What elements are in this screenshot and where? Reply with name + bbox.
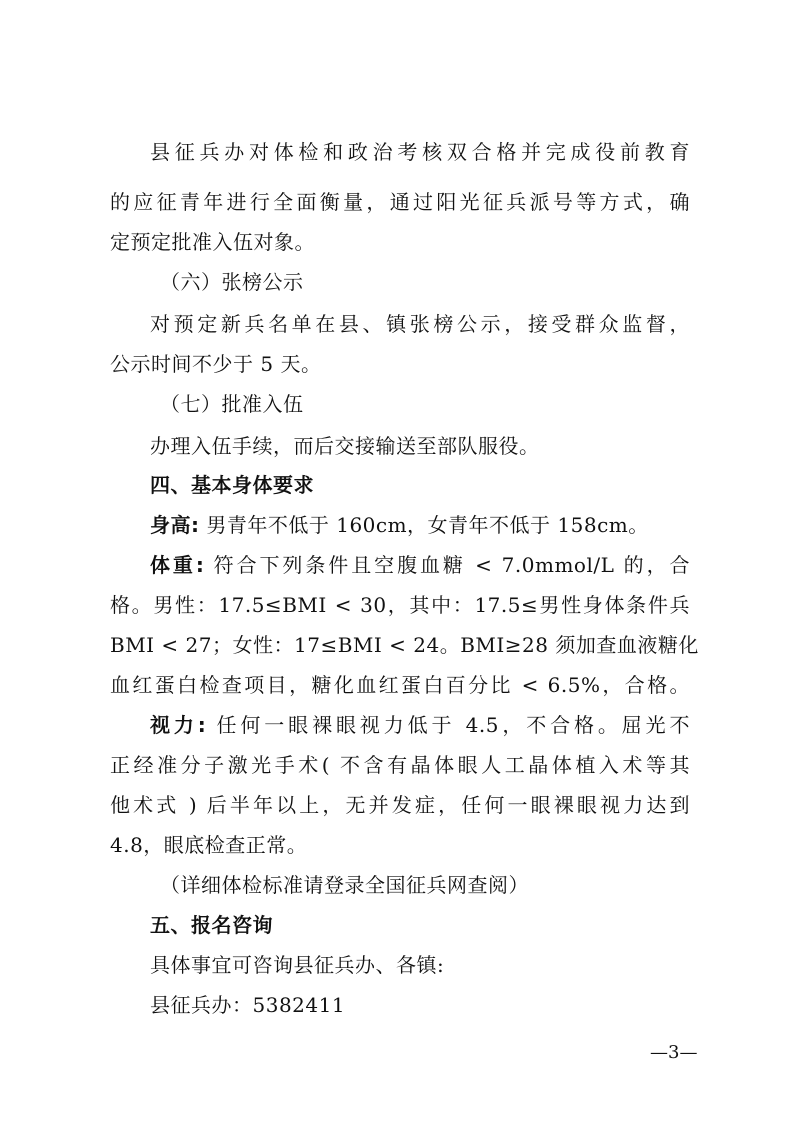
paragraph-line: 对预定新兵名单在县、镇张榜公示，接受群众监督， — [150, 312, 690, 336]
page-number: —3— — [650, 1042, 698, 1063]
height-text: 男青年不低于 160cm，女青年不低于 158cm。 — [206, 513, 649, 537]
height-requirement — [150, 510, 690, 540]
vision-text: 任何一眼裸眼视力低于 4.5，不合格。屈光不 — [216, 713, 691, 737]
paragraph-line: 正经准分子激光手术( 不含有晶体眼人工晶体植入术等其 — [110, 753, 690, 777]
weight-text: 符合下列条件且空腹血糖 < 7.0mmol/L 的，合 — [213, 553, 691, 577]
vision-requirement — [150, 710, 690, 740]
paragraph-line: 办理入伍手续，而后交接输送至部队服役。 — [150, 434, 540, 458]
contact-phone: 县征兵办：5382411 — [150, 993, 346, 1017]
paragraph-line: 4.8，眼底检查正常。 — [110, 833, 308, 857]
section-heading: 四、基本身体要求 — [150, 473, 314, 497]
paragraph-line: 的应征青年进行全面衡量，通过阳光征兵派号等方式，确 — [110, 190, 690, 214]
height-label: 身高: — [150, 513, 200, 537]
section-heading: 五、报名咨询 — [150, 913, 273, 937]
paragraph-line: 具体事宜可咨询县征兵办、各镇: — [150, 953, 445, 977]
weight-requirement — [150, 550, 690, 580]
paragraph-line: 血红蛋白检查项目，糖化血红蛋白百分比 < 6.5%，合格。 — [110, 673, 690, 697]
paragraph-line: BMI < 27；女性：17≤BMI < 24。BMI≥28 须加查血液糖化 — [110, 633, 699, 657]
subheading: （七）批准入伍 — [160, 392, 304, 416]
paragraph-line: 县征兵办对体检和政治考核双合格并完成役前教育 — [150, 140, 690, 164]
vision-label: 视力: — [150, 713, 207, 737]
note-text: （详细体检标准请登录全国征兵网查阅） — [160, 873, 529, 897]
paragraph-line: 他术式 ) 后半年以上，无并发症，任何一眼裸眼视力达到 — [110, 793, 690, 817]
paragraph-line: 定预定批准入伍对象。 — [110, 230, 315, 254]
paragraph-line: 公示时间不少于 5 天。 — [110, 352, 322, 376]
subheading: （六）张榜公示 — [160, 270, 304, 294]
weight-label: 体重: — [150, 553, 205, 577]
paragraph-line: 格。男性：17.5≤BMI < 30，其中：17.5≤男性身体条件兵 — [110, 593, 690, 617]
